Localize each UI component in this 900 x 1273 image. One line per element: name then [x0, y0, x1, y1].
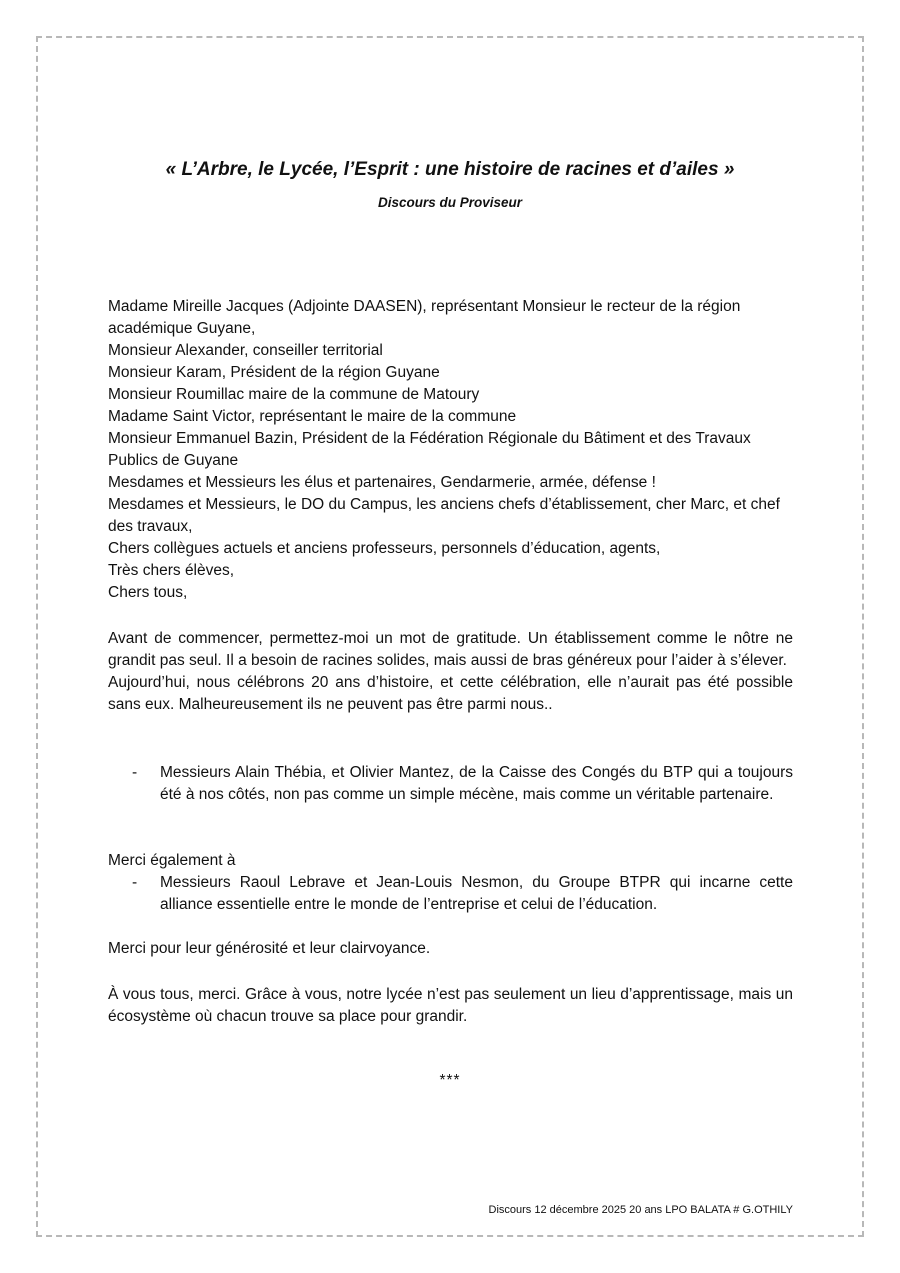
document-subtitle: Discours du Proviseur [377, 195, 523, 210]
bullet-dash: - [132, 874, 138, 891]
greeting-line: Monsieur Emmanuel Bazin, Président de la Fédération Régionale du Bâtiment et des Travaux Publics de Guyane [108, 430, 751, 469]
greetings-list [108, 296, 793, 604]
merci-label: Merci également à [108, 852, 236, 869]
greeting-line: Mesdames et Messieurs les élus et partenaires, Gendarmerie, armée, défense ! [108, 474, 656, 491]
greeting-line: Madame Mireille Jacques (Adjointe DAASEN), représentant Monsieur le recteur de la région académique Guyane, [108, 298, 741, 337]
bullet-dash: - [132, 764, 138, 781]
greeting-line: Mesdames et Messieurs, le DO du Campus, les anciens chefs d’établissement, cher Marc, et chef des travaux, [108, 496, 780, 535]
generosity-paragraph: Merci pour leur générosité et leur clairvoyance. [108, 940, 431, 957]
greeting-line: Très chers élèves, [108, 562, 235, 579]
greeting-line: Madame Saint Victor, représentant le maire de la commune [108, 408, 517, 425]
intro-paragraph-anniversary: Aujourd’hui, nous célébrons 20 ans d’histoire, et cette célébration, elle n’aurait pas été possible sans eux. Malheureusement ils ne peuvent pas être parmi nous.. [108, 674, 793, 713]
greeting-line: Monsieur Roumillac maire de la commune de Matoury [108, 386, 480, 403]
thanks-bullet-btpr: Messieurs Raoul Lebrave et Jean-Louis Nesmon, du Groupe BTPR qui incarne cette alliance essentielle entre le monde de l’entreprise et celui de l’éducation. [160, 874, 793, 913]
thanks-list-1 [108, 762, 793, 806]
greeting-line: Monsieur Alexander, conseiller territorial [108, 342, 383, 359]
list-item [108, 872, 793, 916]
thanks-list-2 [108, 850, 793, 916]
greeting-line: Chers collègues actuels et anciens professeurs, personnels d’éducation, agents, [108, 540, 661, 557]
intro-paragraph-gratitude: Avant de commencer, permettez-moi un mot de gratitude. Un établissement comme le nôtre ne grandit pas seul. Il a besoin de racines solides, mais aussi de bras généreux pour l’aider à s’élever. [108, 630, 793, 669]
thanks-bullet-btp: Messieurs Alain Thébia, et Olivier Mantez, de la Caisse des Congés du BTP qui a toujours été à nos côtés, non pas comme un simple mécène, mais comme un véritable partenaire. [160, 764, 793, 803]
intro-section [108, 628, 793, 716]
greeting-line: Chers tous, [108, 584, 188, 601]
greeting-line: Monsieur Karam, Président de la région Guyane [108, 364, 440, 381]
closing-paragraph: À vous tous, merci. Grâce à vous, notre lycée n’est pas seulement un lieu d’apprentissage, mais un écosystème où chacun trouve sa place pour grandir. [108, 986, 793, 1025]
page-footer: Discours 12 décembre 2025 20 ans LPO BALATA # G.OTHILY [488, 1204, 793, 1216]
section-separator: *** [439, 1072, 461, 1089]
document-title: « L’Arbre, le Lycée, l’Esprit : une histoire de racines et d’ailes » [165, 159, 735, 180]
list-item [108, 762, 793, 806]
